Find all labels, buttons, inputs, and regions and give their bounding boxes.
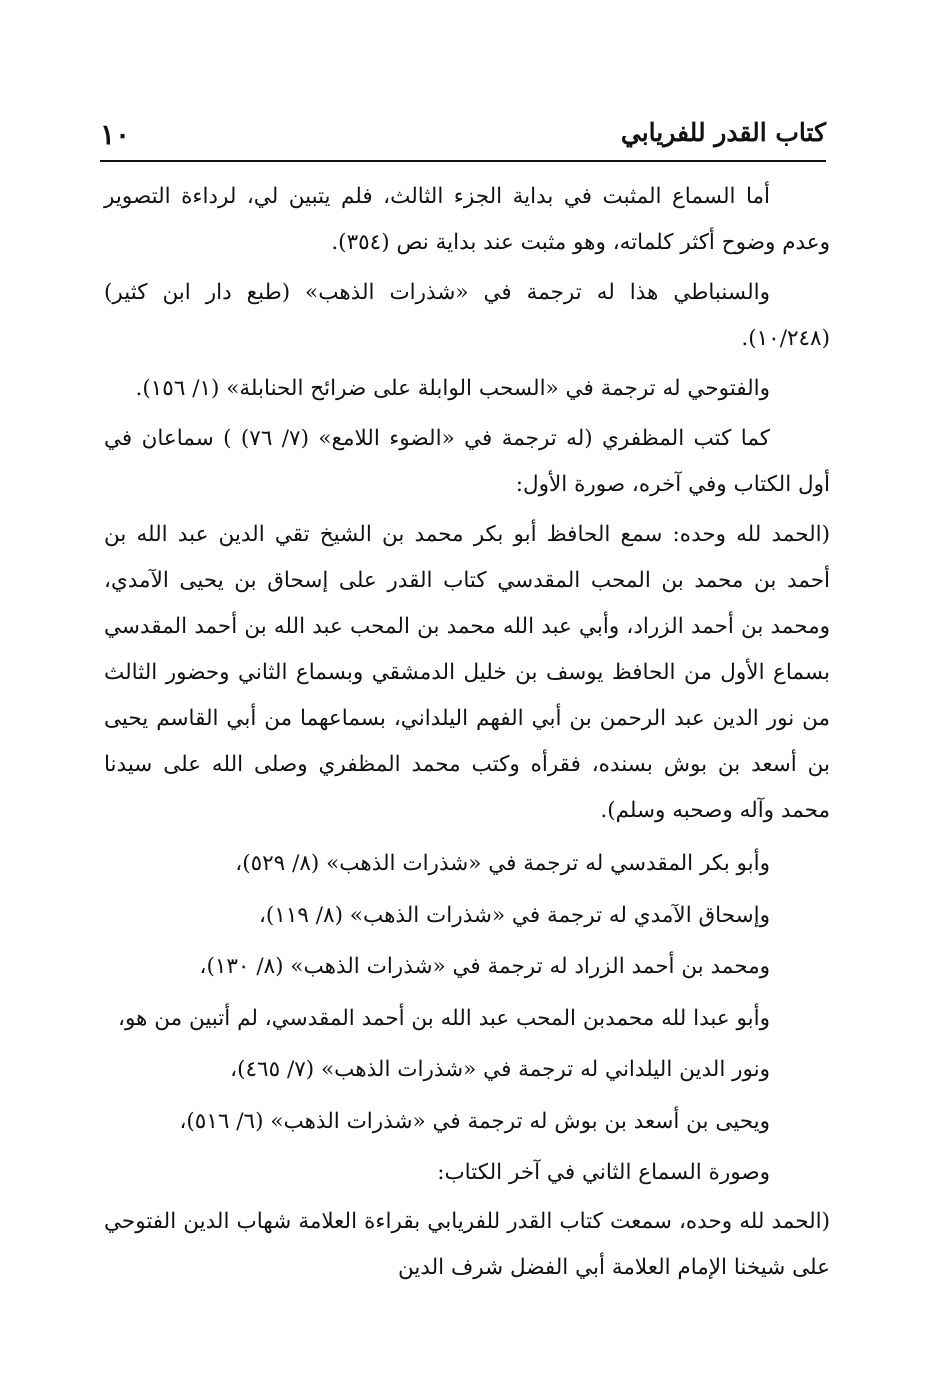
- paragraph-sama-part3: أما السماع المثبت في بداية الجزء الثالث، فلم يتبين لي، لرداءة التصوير وعدم وضوح أكثر كلماته، وهو مثبت عند بداية نص (٣٥٤).: [104, 184, 830, 255]
- page-body: [104, 174, 830, 1295]
- entry-zarrad: ومحمد بن أحمد الزراد له ترجمة في «شذرات الذهب» (٨/ ١٣٠)،: [199, 954, 770, 979]
- paragraph-muzaffari: كما كتب المظفري (له ترجمة في «الضوء اللامع» (٧/ ٧٦) ) سماعان في أول الكتاب وفي آخره، صورة الأول:: [104, 426, 830, 497]
- entry-yaldani: ونور الدين اليلداني له ترجمة في «شذرات الذهب» (٧/ ٤٦٥)،: [230, 1057, 770, 1082]
- quoted-sama-second: (الحمد لله وحده، سمعت كتاب القدر للفريابي بقراءة العلامة شهاب الدين الفتوحي على شيخنا الإمام العلامة أبي الفضل شرف الدين: [104, 1208, 830, 1280]
- entry-yahya: ويحيى بن أسعد بن بوش له ترجمة في «شذرات الذهب» (٦/ ٥١٦)،: [179, 1108, 770, 1134]
- quoted-sama-first: (الحمد لله وحده: سمع الحافظ أبو بكر محمد بن الشيخ تقي الدين عبد الله بن أحمد بن محمد بن المحب المقدسي كتاب القدر على إسحاق بن يحيى الآمدي، ومحمد بن أحمد الزراد، وأبي عبد الله محمد بن المحب عبد الله بن أحمد المقدسي بسماع الأول من الحافظ يوسف بن خليل الدمشقي وبسماع الثاني وحضور الثالث من نور الدين عبد الرحمن بن أبي الفهم اليلداني، بسماعهما من أبي القاسم يحيى بن أسعد بن بوش بسنده، فقرأه وكتب محمد المظفري وصلى الله على سيدنا محمد وآله وصحبه وسلم).: [104, 522, 830, 823]
- entry-abu-abdullah: وأبو عبدا لله محمدبن المحب عبد الله بن أحمد المقدسي، لم أتبين من هو،: [118, 1005, 770, 1031]
- entry-abu-bakr: وأبو بكر المقدسي له ترجمة في «شذرات الذهب» (٨/ ٥٢٩)،: [235, 851, 770, 876]
- paragraph-futuhi: والفتوحي له ترجمة في «السحب الوابلة على ضرائح الحنابلة» (١/ ١٥٦).: [135, 376, 770, 401]
- book-title: كتاب القدر للفريابي: [620, 118, 826, 147]
- header-rule: [100, 160, 826, 162]
- running-header: [100, 112, 826, 160]
- page-number: ١٠: [100, 118, 131, 151]
- entry-second-sama-intro: وصورة السماع الثاني في آخر الكتاب:: [437, 1160, 770, 1185]
- entry-ishaq: وإسحاق الآمدي له ترجمة في «شذرات الذهب» (٨/ ١١٩)،: [258, 902, 770, 928]
- paragraph-sunbati: والسنباطي هذا له ترجمة في «شذرات الذهب» (طبع دار ابن كثير) (١٠/٢٤٨).: [104, 280, 830, 351]
